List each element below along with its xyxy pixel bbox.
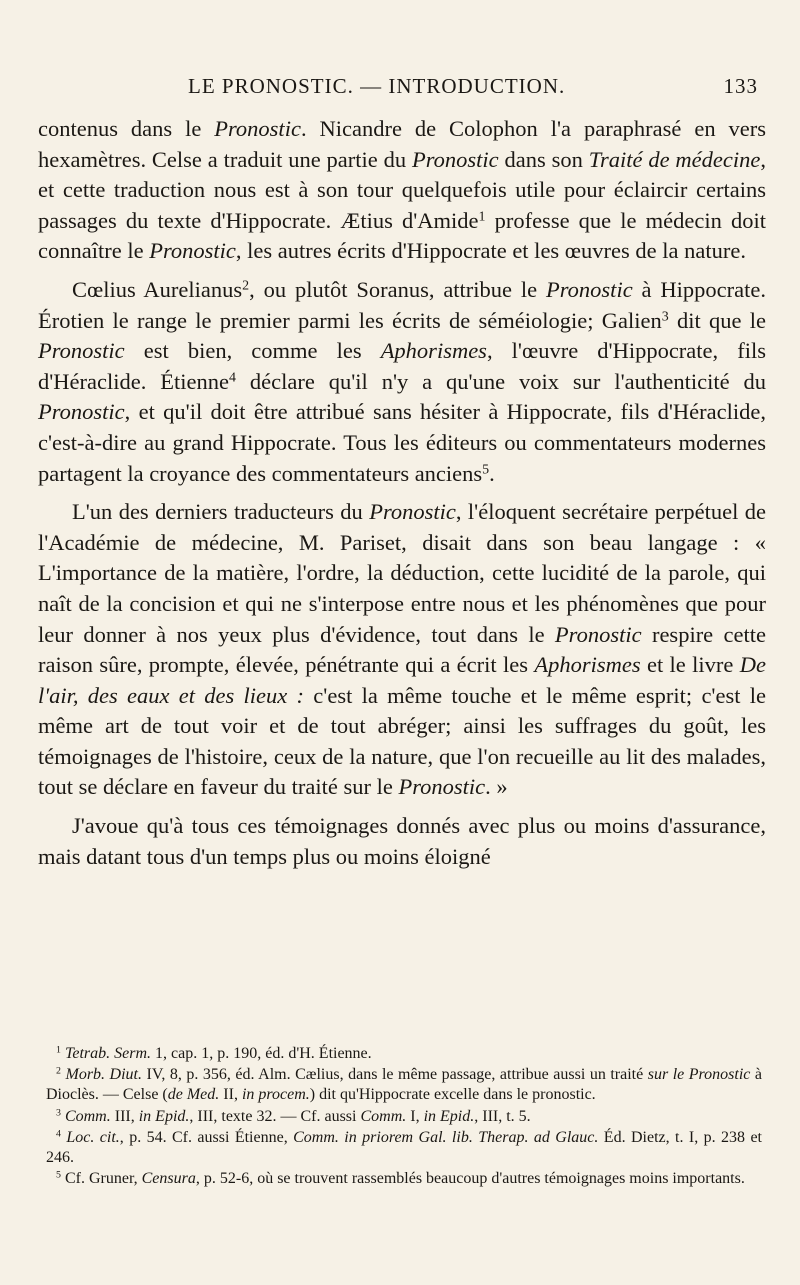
footnote-ref: 2 bbox=[242, 278, 250, 294]
text-run: dit que le bbox=[668, 307, 766, 333]
italic-title: Pronostic bbox=[149, 238, 236, 264]
text-run: ) dit qu'Hippocrate excelle dans le pronostic. bbox=[309, 1086, 596, 1104]
text-run: , l'éloquent secrétaire perpétuel de l'Académie de médecine, M. Pariset, disait dans son beau langage : « L'importance de la matière, l'ordre, la déduction, cette lucidité de la parole, qui naît de la concision et qui ne s'interpose entre nous et les phénomènes que pour leur donner à nos yeux plus d'évidence, tout dans le bbox=[38, 499, 766, 647]
text-run: , p. 54. Cf. aussi Étienne, bbox=[119, 1128, 294, 1146]
text-run: . Nicandre de Colophon l'a paraphrasé en vers hexamètres. Celse a traduit une partie du bbox=[38, 116, 766, 172]
text-run: professe que le médecin doit connaître le bbox=[38, 207, 766, 264]
text-run: . » bbox=[485, 774, 508, 800]
italic-title: Comm. bbox=[360, 1107, 407, 1125]
footnote-4 bbox=[46, 1128, 762, 1168]
paragraph-2 bbox=[38, 275, 766, 489]
paragraph-4 bbox=[38, 811, 766, 872]
body-text bbox=[38, 114, 766, 872]
italic-title: Pronostic bbox=[398, 774, 486, 800]
italic-title: Morb. Diut. bbox=[65, 1066, 143, 1084]
italic-title: Tetrab. Serm. bbox=[64, 1045, 152, 1062]
text-run: déclare qu'il n'y a qu'une voix sur l'authenticité du bbox=[235, 368, 766, 394]
text-run: Éd. Dietz, t. I, p. 238 et 246. bbox=[46, 1128, 763, 1167]
text-run: , et qu'il doit être attribué sans hésiter à Hippocrate, fils d'Héraclide, c'est-à-dire au grand Hippocrate. Tous les éditeurs ou commentateurs modernes partagent la croyance des commentateurs anciens bbox=[38, 399, 766, 486]
italic-title: Pronostic bbox=[546, 276, 633, 302]
footnote-ref: 4 bbox=[229, 370, 236, 386]
page-number: 133 bbox=[723, 74, 758, 98]
italic-title: Loc. cit. bbox=[66, 1128, 120, 1146]
text-run: L'un des derniers traducteurs du bbox=[72, 499, 370, 525]
italic-title: in Epid. bbox=[423, 1107, 475, 1125]
text-run: J'avoue qu'à tous ces témoignages donnés avec plus ou moins d'assurance, mais datant tous d'un temps plus ou moins éloigné bbox=[38, 813, 766, 869]
italic-title: Aphorismes bbox=[534, 652, 641, 678]
text-run: I, bbox=[406, 1107, 424, 1125]
footnote-number: 2 bbox=[56, 1065, 61, 1077]
text-run: contenus dans le bbox=[38, 116, 215, 141]
text-run: , III, texte 32. — Cf. aussi bbox=[189, 1107, 361, 1125]
footnote-5 bbox=[46, 1169, 762, 1189]
italic-title: Pronostic bbox=[38, 399, 125, 425]
text-run: , p. 52-6, où se trouvent rassemblés beaucoup d'autres témoignages moins importants. bbox=[195, 1170, 745, 1188]
text-run: IV, 8, p. 356, éd. Alm. Cælius, dans le même passage, attribue aussi un traité bbox=[142, 1066, 648, 1084]
text-run: , et cette traduction nous est à son tour quelquefois utile pour éclaircir certains passages du texte d'Hippocrate. Ætius d'Amide bbox=[38, 146, 766, 233]
italic-title: sur le Pronostic bbox=[647, 1066, 751, 1084]
text-run: est bien, comme les bbox=[124, 338, 381, 364]
footnote-1 bbox=[46, 1044, 762, 1064]
italic-title: Pronostic bbox=[214, 116, 301, 141]
text-run: Cœlius Aurelianus bbox=[72, 276, 243, 302]
page-header bbox=[40, 74, 770, 104]
text-run: II, bbox=[219, 1086, 242, 1104]
italic-title: in Epid. bbox=[138, 1107, 190, 1125]
text-run: respire cette raison sûre, prompte, élevée, pénétrante qui a écrit les bbox=[38, 621, 766, 678]
footnotes bbox=[46, 1044, 762, 1190]
italic-title: Censura bbox=[141, 1170, 196, 1188]
paragraph-1 bbox=[38, 114, 766, 267]
text-run: , l'œuvre d'Hippocrate, fils d'Héraclide. Étienne bbox=[38, 338, 766, 394]
text-run: , ou plutôt Soranus, attribue le bbox=[249, 276, 547, 302]
text-run: 1, cap. 1, p. 190, éd. d'H. Étienne. bbox=[151, 1045, 372, 1062]
italic-title: Traité de médecine bbox=[588, 146, 761, 172]
text-run: à Dioclès. — Celse ( bbox=[46, 1066, 763, 1104]
footnote-3 bbox=[46, 1107, 762, 1127]
italic-title: Pronostic bbox=[411, 146, 499, 172]
text-run: c'est la même touche et le même esprit; c'est le même art de tout voir et de tout abréger; ainsi les suffrages du goût, les témoignages de l'histoire, ceux de la nature, que l'on recueille au lit des malades, tout se déclare en faveur du traité sur le bbox=[38, 682, 766, 800]
italic-title: Comm. in priorem Gal. lib. Therap. ad Glauc. bbox=[293, 1128, 599, 1146]
italic-title: De l'air, des eaux et des lieux : bbox=[38, 652, 766, 708]
text-run: . bbox=[489, 460, 495, 486]
text-run: et le livre bbox=[640, 652, 740, 678]
italic-title: Aphorismes bbox=[380, 338, 487, 364]
footnote-ref: 3 bbox=[661, 308, 669, 324]
italic-title: in procem. bbox=[241, 1086, 310, 1104]
text-run: Cf. Gruner, bbox=[64, 1170, 142, 1188]
italic-title: Pronostic bbox=[369, 499, 456, 525]
footnote-number: 5 bbox=[56, 1169, 61, 1181]
footnote-ref: 1 bbox=[478, 209, 486, 225]
text-run: à Hippocrate. Érotien le range le premier parmi les écrits de séméiologie; Galien bbox=[38, 276, 766, 333]
text-run: III, bbox=[110, 1107, 139, 1125]
footnote-2 bbox=[46, 1065, 762, 1105]
italic-title: Pronostic bbox=[38, 338, 125, 364]
footnote-number: 1 bbox=[56, 1044, 61, 1056]
italic-title: Comm. bbox=[64, 1107, 111, 1125]
italic-title: Pronostic bbox=[554, 621, 642, 647]
italic-title: de Med. bbox=[167, 1086, 220, 1104]
footnote-number: 3 bbox=[56, 1107, 61, 1119]
text-run: , III, t. 5. bbox=[474, 1107, 531, 1125]
footnote-number: 4 bbox=[56, 1128, 61, 1140]
running-title: LE PRONOSTIC. — INTRODUCTION. bbox=[188, 74, 566, 98]
text-run: dans son bbox=[498, 146, 589, 172]
footnote-ref: 5 bbox=[482, 461, 490, 477]
paragraph-3 bbox=[38, 497, 766, 803]
text-run: , les autres écrits d'Hippocrate et les œuvres de la nature. bbox=[235, 238, 746, 264]
